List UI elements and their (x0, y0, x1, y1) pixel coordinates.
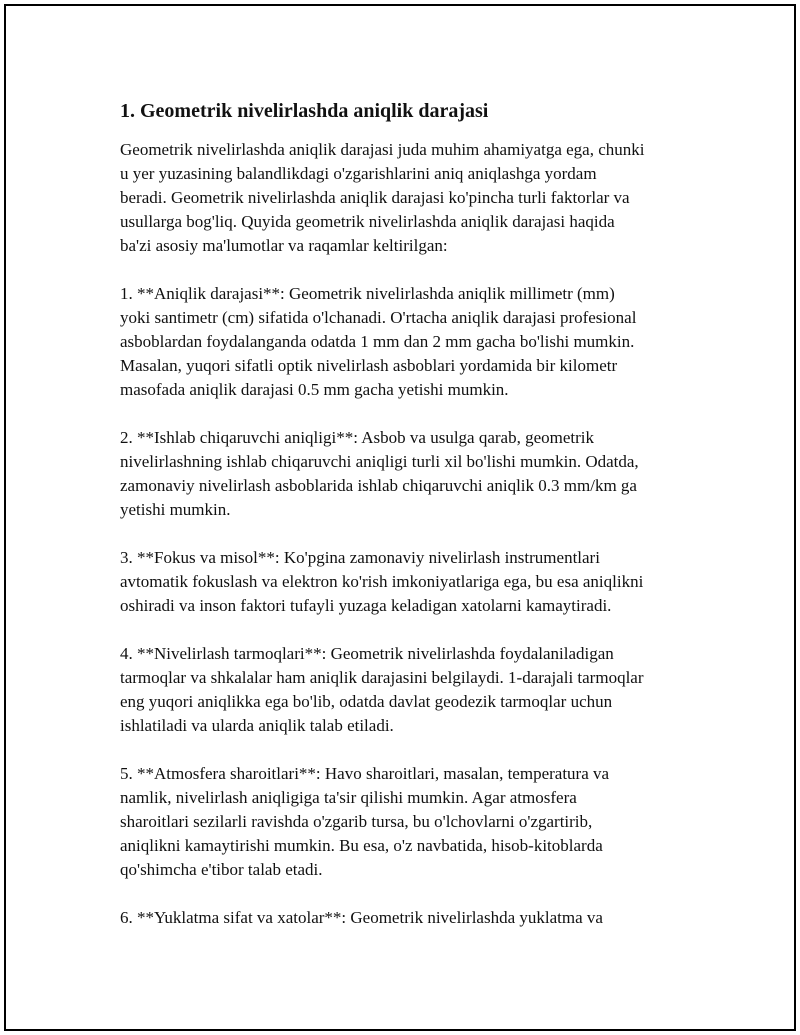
text-line: sharoitlari sezilarli ravishda o'zgarib tursa, bu o'lchovlarni o'zgartirib, (120, 812, 593, 831)
text-line: asboblardan foydalanganda odatda 1 mm dan 2 mm gacha bo'lishi mumkin. (120, 332, 635, 351)
text-line: avtomatik fokuslash va elektron ko'rish imkoniyatlariga ega, bu esa aniqlikni (120, 572, 644, 591)
intro-paragraph (120, 138, 700, 258)
text-line: aniqlikni kamaytirishi mumkin. Bu esa, o'z navbatida, hisob-kitoblarda (120, 836, 603, 855)
list-item-3 (120, 546, 700, 618)
text-line: ba'zi asosiy ma'lumotlar va raqamlar keltirilgan: (120, 236, 448, 255)
list-item-1 (120, 282, 700, 402)
text-line: oshiradi va inson faktori tufayli yuzaga keladigan xatolarni kamaytiradi. (120, 596, 612, 615)
document-body (120, 98, 700, 954)
text-line: 5. **Atmosfera sharoitlari**: Havo sharoitlari, masalan, temperatura va (120, 764, 610, 783)
page-frame (4, 4, 796, 1031)
text-line: usullarga bog'liq. Quyida geometrik nivelirlashda aniqlik darajasi haqida (120, 212, 615, 231)
text-line: zamonaviy nivelirlash asboblarida ishlab chiqaruvchi aniqlik 0.3 mm/km ga (120, 476, 637, 495)
text-line: beradi. Geometrik nivelirlashda aniqlik darajasi ko'pincha turli faktorlar va (120, 188, 630, 207)
text-line: 4. **Nivelirlash tarmoqlari**: Geometrik nivelirlashda foydalaniladigan (120, 644, 614, 663)
list-item-5 (120, 762, 700, 882)
list-item-6 (120, 906, 700, 930)
text-line: 6. **Yuklatma sifat va xatolar**: Geometrik nivelirlashda yuklatma va (120, 908, 603, 927)
text-line: 3. **Fokus va misol**: Ko'pgina zamonaviy nivelirlash instrumentlari (120, 548, 600, 567)
text-line: namlik, nivelirlash aniqligiga ta'sir qilishi mumkin. Agar atmosfera (120, 788, 577, 807)
document-title: 1. Geometrik nivelirlashda aniqlik darajasi (120, 100, 489, 122)
text-line: nivelirlashning ishlab chiqaruvchi aniqligi turli xil bo'lishi mumkin. Odatda, (120, 452, 639, 471)
text-line: 1. **Aniqlik darajasi**: Geometrik nivelirlashda aniqlik millimetr (mm) (120, 284, 615, 303)
text-line: ishlatiladi va ularda aniqlik talab etiladi. (120, 716, 394, 735)
text-line: Masalan, yuqori sifatli optik nivelirlash asboblari yordamida bir kilometr (120, 356, 618, 375)
text-line: 2. **Ishlab chiqaruvchi aniqligi**: Asbob va usulga qarab, geometrik (120, 428, 595, 447)
list-item-4 (120, 642, 700, 738)
text-line: u yer yuzasining balandlikdagi o'zgarishlarini aniq aniqlashga yordam (120, 164, 597, 183)
text-line: tarmoqlar va shkalalar ham aniqlik darajasini belgilaydi. 1-darajali tarmoqlar (120, 668, 644, 687)
text-line: masofada aniqlik darajasi 0.5 mm gacha yetishi mumkin. (120, 380, 509, 399)
text-line: yoki santimetr (cm) sifatida o'lchanadi. O'rtacha aniqlik darajasi profesional (120, 308, 637, 327)
text-line: qo'shimcha e'tibor talab etadi. (120, 860, 323, 879)
list-item-2 (120, 426, 700, 522)
text-line: eng yuqori aniqlikka ega bo'lib, odatda davlat geodezik tarmoqlar uchun (120, 692, 613, 711)
text-line: Geometrik nivelirlashda aniqlik darajasi juda muhim ahamiyatga ega, chunki (120, 140, 645, 159)
text-line: yetishi mumkin. (120, 500, 231, 519)
